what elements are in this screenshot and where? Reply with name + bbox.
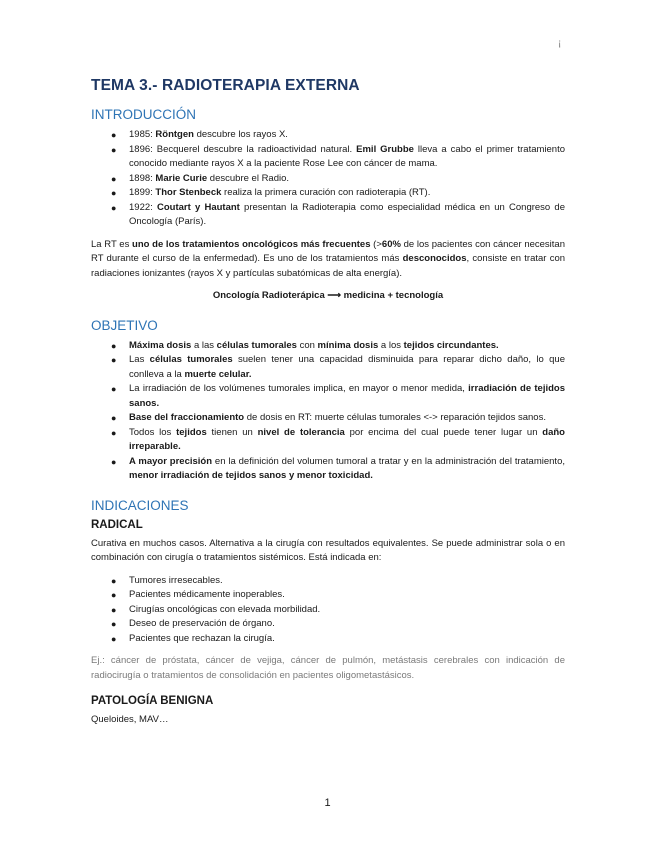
list-item: ● Cirugías oncológicas con elevada morbilidad. (91, 603, 565, 618)
bullet-icon: ● (111, 188, 117, 198)
bullet-icon: ● (111, 355, 117, 365)
list-item: ● 1899: Thor Stenbeck realiza la primera curación con radioterapia (RT). (91, 186, 565, 201)
section-heading-objetivo: OBJETIVO (91, 317, 158, 333)
radical-example: Ej.: cáncer de próstata, cáncer de vejiga, cáncer de pulmón, metástasis cerebrales con indicación de radiocirugía o tratamientos de consolidación en pacientes oligometastásicos. (91, 655, 565, 681)
document-page (91, 77, 565, 736)
list-item: ● 1896: Becquerel descubre la radioactividad natural. Emil Grubbe lleva a cabo el primer tratamiento conocido mediante rayos X a la paciente Rose Lee con cáncer de mama. (111, 143, 566, 169)
list-item: ● Deseo de preservación de órgano. (91, 617, 565, 632)
bullet-icon: ● (111, 384, 117, 394)
list-item: ● 1922: Coutart y Hautant presentan la Radioterapia como especialidad médica en un Congreso de Oncología (París). (111, 201, 565, 227)
bullet-icon: ● (111, 604, 117, 615)
bullet-icon: ● (111, 413, 117, 423)
list-item: ● Pacientes médicamente inoperables. (91, 588, 565, 603)
list-item: ● Tumores irresecables. (91, 574, 565, 589)
list-item: ● La irradiación de los volúmenes tumorales implica, en mayor o menor medida, irradiación de tejidos sanos. (111, 383, 565, 409)
bullet-icon: ● (111, 202, 117, 213)
list-item: ● Todos los tejidos tienen un nivel de tolerancia por encima del cual puede tener lugar un daño irreparable. (111, 426, 565, 452)
center-formula: Oncología Radioterápica ⟶ medicina + tecnología (212, 290, 444, 301)
bullet-icon: ● (111, 456, 117, 467)
list-item: ● 1985: Röntgen descubre los rayos X. (91, 128, 565, 143)
subheading-patologia-benigna: PATOLOGÍA BENIGNA (91, 695, 214, 707)
bullet-icon: ● (111, 144, 117, 155)
corner-mark: ¡ (558, 38, 562, 49)
bullet-icon: ● (111, 575, 117, 586)
list-item: ● Las células tumorales suelen tener una capacidad disminuida para reparar dicho daño, lo que conlleva a la muerte celular. (111, 354, 565, 380)
radical-list (91, 574, 565, 647)
bullet-icon: ● (111, 633, 117, 644)
list-item: ● Pacientes que rechazan la cirugía. (91, 632, 565, 647)
benign-paragraph: Queloides, MAV… (91, 714, 169, 725)
bullet-icon: ● (111, 130, 117, 140)
intro-paragraph: La RT es uno de los tratamientos oncológicos más frecuentes (>60% de los pacientes con cáncer necesitan RT durante el curso de la enfermedad). Es uno de los tratamientos más desconocidos, consiste en tratar con radiaciones ionizantes (rayos X y partículas subatómicas de alta energía). (91, 238, 566, 279)
list-item: ● Máxima dosis a las células tumorales con mínima dosis a los tejidos circundantes. (91, 339, 565, 354)
bullet-icon: ● (111, 590, 117, 600)
list-item: ● Base del fraccionamiento de dosis en RT: muerte células tumorales <-> reparación tejidos sanos. (91, 411, 565, 426)
bullet-icon: ● (111, 619, 117, 629)
objective-list (91, 339, 565, 484)
section-heading-introduccion: INTRODUCCIÓN (91, 107, 196, 122)
intro-list (91, 128, 565, 230)
section-heading-indicaciones: INDICACIONES (91, 497, 189, 513)
subheading-radical: RADICAL (91, 518, 143, 531)
bullet-icon: ● (111, 427, 117, 438)
list-item: ● 1898: Marie Curie descubre el Radio. (91, 172, 565, 187)
bullet-icon: ● (111, 340, 117, 351)
radical-paragraph: Curativa en muchos casos. Alternativa a la cirugía con resultados equivalentes. Se puede administrar sola o en combinación con cirugía o tratamientos sistémicos. Está indicada en: (91, 537, 565, 563)
list-item: ● A mayor precisión en la definición del volumen tumoral a tratar y en la administración del tratamiento, menor irradiación de tejidos sanos y menor toxicidad. (111, 455, 565, 481)
document-title: TEMA 3.- RADIOTERAPIA EXTERNA (91, 77, 360, 94)
bullet-icon: ● (111, 173, 117, 184)
page-number: 1 (324, 797, 331, 809)
